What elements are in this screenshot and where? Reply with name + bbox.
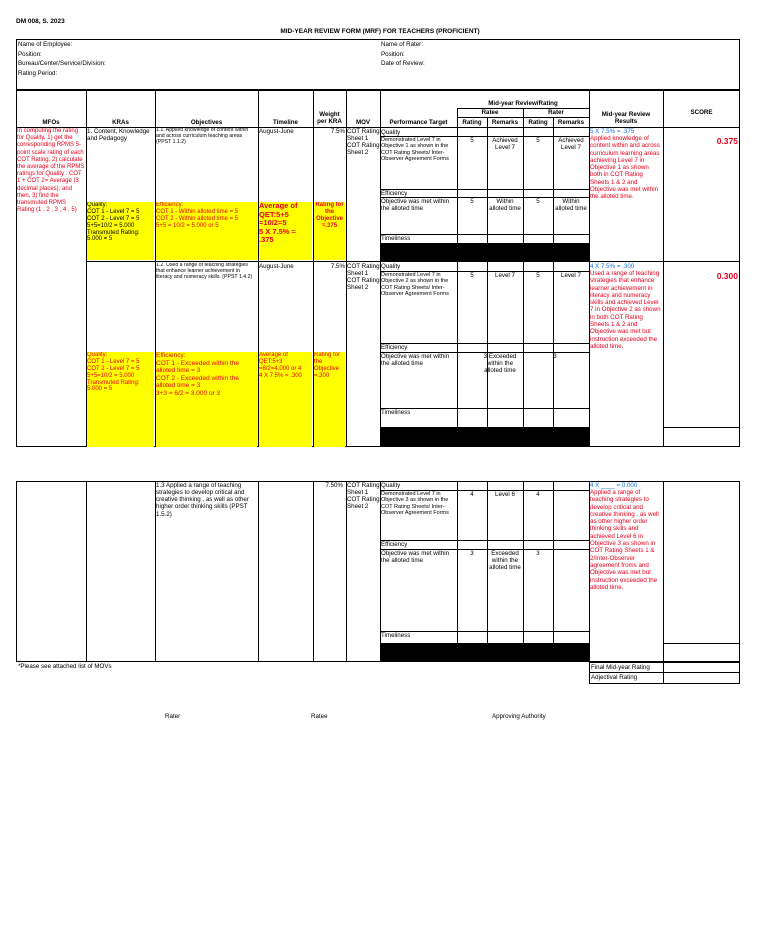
objective-1-3-mov: COT Rating Sheet 1 COT Rating Sheet 2	[347, 482, 380, 511]
name-of-rater-label: Name of Rater:	[381, 41, 423, 48]
obj1-quality-target: Demonstrated Level 7 in Objective 1 as shown in the COT Rating Sheets/ Inter-Observer Agreement Forms	[381, 137, 449, 162]
header-ratee-remarks: Remarks	[491, 119, 519, 126]
movs-note: *Please see attached list of MOVs	[18, 663, 112, 670]
obj2-efficiency-rater-rating: 3	[553, 353, 557, 360]
obj3-efficiency-label: Efficiency	[381, 541, 408, 548]
objective-1-2-timeline: August-June	[259, 263, 294, 270]
document-code: DM 008, S. 2023	[16, 18, 65, 25]
obj2-efficiency-label: Efficiency	[381, 344, 408, 351]
objective-1-1-timeline: August-June	[259, 128, 294, 135]
form-title: MID-YEAR REVIEW FORM (MRF) FOR TEACHERS (PROFICIENT)	[280, 28, 480, 35]
obj2-quality-ratee-remarks: Level 7	[495, 272, 515, 279]
obj1-efficiency-target: Objective was met within the alloted time	[381, 198, 450, 213]
objective-1-3: 1.3 Applied a range of teaching strategies to develop critical and creative thinking , as well as other higher order thinking skills (PPST 1.5.2)	[156, 482, 249, 518]
obj1-efficiency-computation: Efficiency: COT 1 - Within alloted time = 5 COT 2 - Within alloted time = 5 5+5 = 10/2 = 5.000 or 5	[156, 202, 257, 260]
obj3-quality-rater-rating: 4	[536, 491, 540, 498]
objective-1-1-mov: COT Rating Sheet 1 COT Rating Sheet 2	[347, 128, 380, 157]
header-rater-rating: Rating	[528, 119, 548, 126]
obj1-efficiency-ratee-remarks: Within alloted time	[489, 198, 521, 213]
mfo-computation-note: In computing the rating for Quality, 1) get the corresponding RPMS 5-point scale rating of each COT Rating; 2) calculate the average of the RPMS ratings for Quality : COT 1 + COT 2= Average (3 decimal places); and then, 3) find the transmuted RPMS Rating (1 , 2 , 3 , 4 , 5)	[17, 128, 85, 214]
employee-info-right	[381, 40, 425, 69]
objective-1-1: 1.1. Applied knowledge of content within and across curriculum teaching areas (PPST 1.1.2)	[156, 128, 249, 145]
obj1-score: 0.375	[716, 137, 738, 146]
obj3-efficiency-rater-rating: 3	[536, 550, 540, 557]
employee-info-box	[16, 39, 740, 90]
bureau-label: Bureau/Center/Service/Division:	[18, 60, 106, 67]
obj2-efficiency-target: Objective was met within the alloted time	[381, 353, 450, 368]
obj1-efficiency-ratee-rating: 5	[470, 198, 474, 205]
obj1-quality-label: Quality	[381, 129, 401, 136]
employee-info-left	[18, 40, 106, 78]
objective-1-2-mov: COT Rating Sheet 1 COT Rating Sheet 2	[347, 263, 380, 292]
header-ratee: Ratee	[481, 109, 499, 116]
obj3-quality-label: Quality	[381, 482, 401, 489]
header-kras: KRAs	[112, 119, 129, 126]
header-ratee-rating: Rating	[462, 119, 482, 126]
obj1-rating-for-objective: Rating for the Objective =.375	[314, 202, 345, 260]
obj1-timeliness-blackout	[381, 243, 589, 261]
objective-1-2-weight: 7.5%	[330, 263, 345, 270]
header-results: Mid-year Review Results	[601, 111, 651, 126]
obj1-average-computation: Average of QET:5+5 =10/2=5 5 X 7.5% = .375	[259, 202, 312, 260]
header-score: SCORE	[690, 109, 713, 116]
obj3-result-text: Applied a range of teaching strategies to develop critical and creative thinking , as well as other higher order thinking skills and achieved Level 6 in Objective 3 as shown in COT Rating Sheets 1 & 2/Inter-Observer agreement froms and Objective was met but instruction exceeded the alloted time.	[590, 489, 659, 591]
header-timeline: Timeline	[273, 119, 298, 126]
obj1-timeliness-label: Timeliness	[381, 235, 411, 242]
signatory-ratee: Ratee	[311, 713, 328, 720]
obj3-efficiency-ratee-remarks: Exceeded within the alloted time	[489, 550, 521, 572]
date-of-review-label: Date of Review:	[381, 60, 425, 67]
objective-1-1-weight: 7.5%	[330, 128, 345, 135]
rater-position-label: Position:	[381, 50, 405, 58]
obj3-quality-target: Demonstrated Level 7 in Objective 3 as shown in the COT Rating Sheets/ Inter-Observer Agreement Forms	[381, 491, 449, 516]
obj1-quality-rater-remarks: Achieved Level 7	[558, 137, 584, 152]
obj2-quality-rater-rating: 5	[536, 272, 540, 279]
obj1-efficiency-rater-remarks: Within alloted time	[555, 198, 587, 213]
signatory-approving-authority: Approving Authority	[492, 713, 546, 720]
obj3-quality-ratee-rating: 4	[470, 491, 474, 498]
obj3-result-formula: 4 X ____ = 0.000	[590, 482, 638, 489]
signatory-rater: Rater	[165, 713, 181, 720]
name-of-employee-label: Name of Employee:	[18, 41, 73, 48]
obj2-efficiency-computation: Efficiency: COT 1 - Exceeded within the alloted time = 3 COT 2 - Exceeded within the alloted time = 3 3+3 = 6/2 = 3.000 or 3	[156, 352, 257, 447]
obj2-efficiency-ratee: 3 Exceeded within the alloted time	[483, 353, 517, 375]
objective-1-2: 1.2. Used a range of teaching strategies that enhance learner achievement in literacy and numeracy skills. (PPST 1.4.2)	[156, 263, 253, 280]
header-performance-target: Performance Target	[389, 119, 448, 126]
obj2-timeliness-label: Timeliness	[381, 409, 411, 416]
obj2-quality-target: Demonstrated Level 7 in Objective 2 as shown in the COT Rating Sheets/ Inter-Observer Agreement Forms	[381, 272, 449, 297]
obj2-quality-rater-remarks: Level 7	[561, 272, 581, 279]
obj2-quality-computation: Quality: COT 1 - Level 7 = 5 COT 2 - Level 7 = 5 5+5=10/2 = 5.000 Transmuted Rating: 5.000 = 5	[87, 352, 154, 447]
kra-content-knowledge: 1. Content, Knowledge and Pedagogy	[87, 128, 150, 143]
header-mfos: MFOs	[42, 119, 60, 126]
obj2-result-text: Used a range of teaching strategies that enhance learner achievement in literacy and numeracy skills and achieved Level 7 in Objective 2 as shown in both COT Rating Sheets 1 & 2 and Objective was met but instruction exceeded the alloted time.	[590, 270, 661, 350]
obj1-efficiency-rater-rating: 5	[536, 198, 540, 205]
obj3-timeliness-blackout	[380, 643, 589, 662]
position-label: Position:	[18, 50, 42, 58]
header-mov: MOV	[355, 119, 371, 126]
obj1-result-formula: 5 X 7.5% = .375	[590, 128, 635, 135]
obj3-timeliness-label: Timeliness	[381, 632, 411, 639]
obj2-quality-label: Quality	[381, 263, 401, 270]
obj2-timeliness-blackout	[381, 427, 589, 447]
obj1-quality-rater-rating: 5	[536, 137, 540, 144]
obj1-quality-ratee-remarks: Achieved Level 7	[492, 137, 518, 152]
obj2-score: 0.300	[716, 272, 738, 281]
obj3-quality-ratee-remarks: Level 6	[495, 491, 515, 498]
header-rater-remarks: Remarks	[557, 119, 585, 126]
header-objectives: Objectives	[190, 119, 223, 126]
obj3-efficiency-ratee-rating: 3	[470, 550, 474, 557]
obj1-quality-ratee-rating: 5	[470, 137, 474, 144]
rating-period-label: Rating Period:	[18, 69, 58, 77]
header-rater: Rater	[548, 109, 564, 116]
header-midyear-review: Mid-year Review/Rating	[488, 100, 558, 107]
obj2-average-computation: Average of QET:5+3 =8/2=4.000 or 4 4 X 7.5% = .300	[259, 352, 312, 447]
obj2-result-formula: 4 X 7.5% = .300	[590, 263, 635, 270]
obj1-efficiency-label: Efficiency	[381, 190, 408, 197]
obj2-quality-ratee-rating: 5	[470, 272, 474, 279]
obj1-quality-computation: Quality: COT 1 - Level 7 = 5 COT 2 - Level 7 = 5 5+5=10/2 = 5.000 Transmuted Rating: 5.000 = 5	[87, 202, 154, 260]
obj1-result-text: Applied knowledge of content within and across curriculum learning areas achieving Level 7 in Objective 1 as shown both in COT Rating Sheets 1 & 2 and Objective was met within the alloted time.	[590, 135, 660, 201]
obj3-efficiency-target: Objective was met within the alloted time	[381, 550, 450, 565]
header-weight: Weight per KRA	[317, 111, 342, 126]
adjectival-rating-label: Adjectival Rating	[591, 674, 638, 681]
final-midyear-rating-label: Final Mid-year Rating	[591, 664, 650, 671]
obj2-rating-for-objective: Rating for the Objective =.300	[314, 352, 345, 447]
objective-1-3-weight: 7.50%	[325, 482, 343, 489]
